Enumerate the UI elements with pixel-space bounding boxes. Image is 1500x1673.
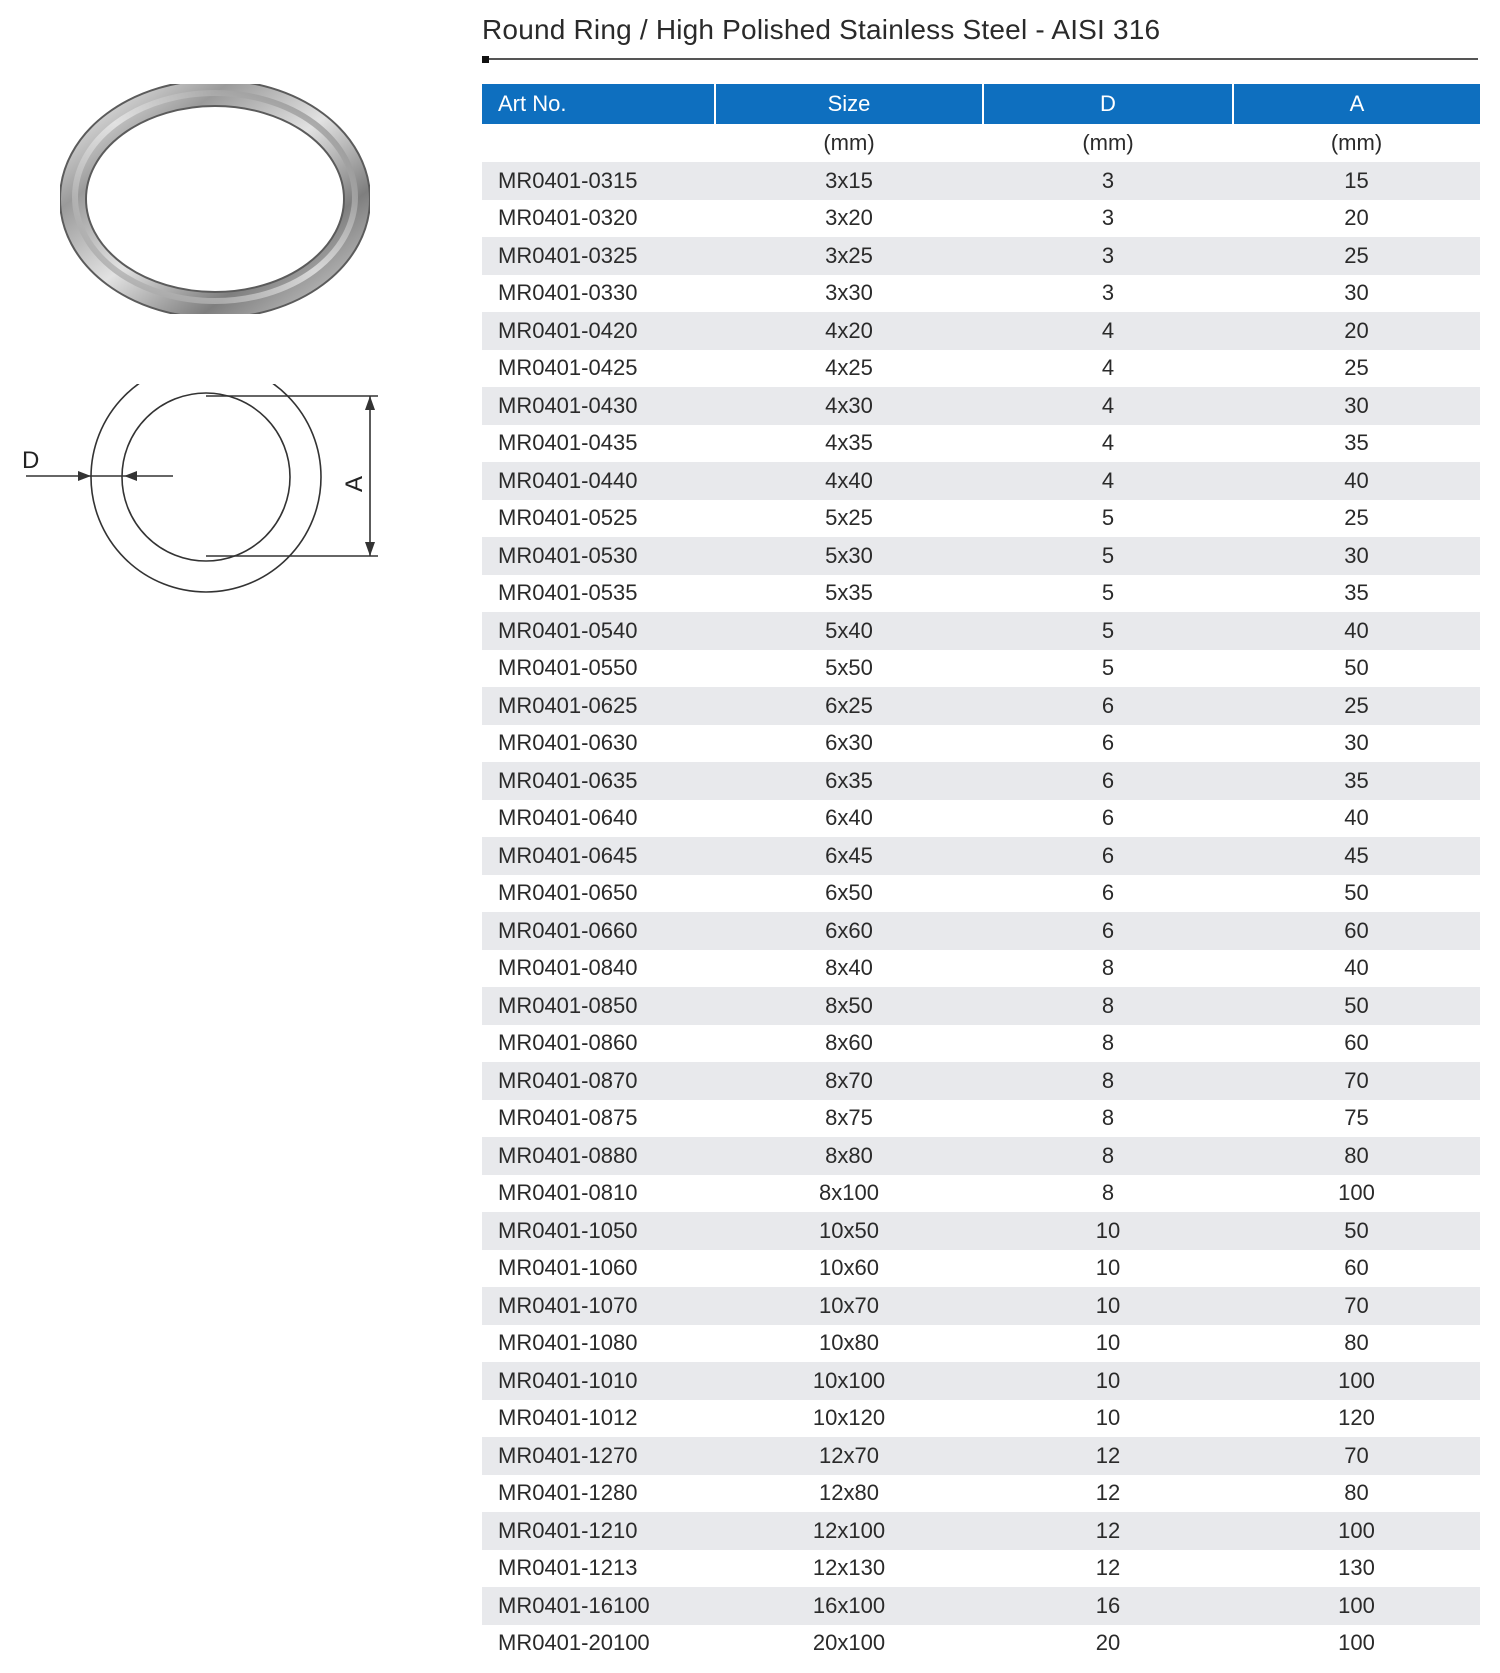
cell-a: 100 bbox=[1233, 1625, 1480, 1663]
cell-a: 130 bbox=[1233, 1550, 1480, 1588]
cell-a: 20 bbox=[1233, 312, 1480, 350]
table-row bbox=[482, 1250, 1480, 1288]
table-row bbox=[482, 875, 1480, 913]
cell-a: 80 bbox=[1233, 1137, 1480, 1175]
unit-art-no bbox=[482, 124, 715, 162]
cell-d: 8 bbox=[983, 1175, 1233, 1213]
table-row bbox=[482, 162, 1480, 200]
cell-a: 25 bbox=[1233, 350, 1480, 388]
table-row bbox=[482, 1175, 1480, 1213]
cell-size: 10x100 bbox=[715, 1362, 983, 1400]
table-row bbox=[482, 1512, 1480, 1550]
cell-art-no: MR0401-0430 bbox=[482, 387, 715, 425]
cell-size: 8x40 bbox=[715, 950, 983, 988]
cell-a: 30 bbox=[1233, 537, 1480, 575]
cell-size: 8x50 bbox=[715, 987, 983, 1025]
cell-d: 6 bbox=[983, 800, 1233, 838]
table-row bbox=[482, 912, 1480, 950]
cell-a: 60 bbox=[1233, 1250, 1480, 1288]
cell-size: 8x70 bbox=[715, 1062, 983, 1100]
cell-size: 5x35 bbox=[715, 575, 983, 613]
cell-art-no: MR0401-1010 bbox=[482, 1362, 715, 1400]
cell-d: 10 bbox=[983, 1362, 1233, 1400]
header-art-no: Art No. bbox=[482, 84, 715, 124]
cell-size: 16x100 bbox=[715, 1587, 983, 1625]
cell-art-no: MR0401-1213 bbox=[482, 1550, 715, 1588]
cell-d: 6 bbox=[983, 725, 1233, 763]
cell-d: 8 bbox=[983, 1100, 1233, 1138]
table-header-row bbox=[482, 84, 1480, 124]
cell-d: 5 bbox=[983, 575, 1233, 613]
cell-a: 40 bbox=[1233, 950, 1480, 988]
cell-art-no: MR0401-1060 bbox=[482, 1250, 715, 1288]
cell-a: 70 bbox=[1233, 1287, 1480, 1325]
table-row bbox=[482, 800, 1480, 838]
cell-art-no: MR0401-0880 bbox=[482, 1137, 715, 1175]
cell-art-no: MR0401-16100 bbox=[482, 1587, 715, 1625]
cell-a: 100 bbox=[1233, 1175, 1480, 1213]
cell-size: 5x40 bbox=[715, 612, 983, 650]
cell-art-no: MR0401-0330 bbox=[482, 275, 715, 313]
cell-a: 35 bbox=[1233, 575, 1480, 613]
cell-a: 100 bbox=[1233, 1512, 1480, 1550]
cell-size: 6x25 bbox=[715, 687, 983, 725]
cell-d: 10 bbox=[983, 1212, 1233, 1250]
cell-a: 40 bbox=[1233, 800, 1480, 838]
cell-size: 4x25 bbox=[715, 350, 983, 388]
cell-a: 100 bbox=[1233, 1587, 1480, 1625]
cell-a: 45 bbox=[1233, 837, 1480, 875]
table-row bbox=[482, 1325, 1480, 1363]
cell-a: 40 bbox=[1233, 612, 1480, 650]
table-row bbox=[482, 312, 1480, 350]
table-row bbox=[482, 1100, 1480, 1138]
unit-d: (mm) bbox=[983, 124, 1233, 162]
table-row bbox=[482, 275, 1480, 313]
unit-size: (mm) bbox=[715, 124, 983, 162]
cell-size: 5x25 bbox=[715, 500, 983, 538]
cell-art-no: MR0401-0550 bbox=[482, 650, 715, 688]
cell-size: 12x100 bbox=[715, 1512, 983, 1550]
cell-art-no: MR0401-0315 bbox=[482, 162, 715, 200]
table-row bbox=[482, 575, 1480, 613]
cell-size: 4x35 bbox=[715, 425, 983, 463]
cell-art-no: MR0401-0860 bbox=[482, 1025, 715, 1063]
table-row bbox=[482, 1025, 1480, 1063]
cell-a: 60 bbox=[1233, 1025, 1480, 1063]
cell-size: 5x50 bbox=[715, 650, 983, 688]
ring-product-photo bbox=[60, 84, 370, 314]
cell-art-no: MR0401-1080 bbox=[482, 1325, 715, 1363]
table-row bbox=[482, 1475, 1480, 1513]
cell-a: 30 bbox=[1233, 275, 1480, 313]
cell-size: 6x45 bbox=[715, 837, 983, 875]
cell-d: 16 bbox=[983, 1587, 1233, 1625]
cell-d: 6 bbox=[983, 912, 1233, 950]
cell-art-no: MR0401-1012 bbox=[482, 1400, 715, 1438]
cell-size: 6x60 bbox=[715, 912, 983, 950]
cell-a: 75 bbox=[1233, 1100, 1480, 1138]
cell-d: 8 bbox=[983, 950, 1233, 988]
title-divider bbox=[482, 58, 1478, 60]
cell-size: 10x60 bbox=[715, 1250, 983, 1288]
cell-size: 10x120 bbox=[715, 1400, 983, 1438]
cell-a: 120 bbox=[1233, 1400, 1480, 1438]
cell-d: 5 bbox=[983, 500, 1233, 538]
dimension-label-d: D bbox=[22, 447, 40, 474]
cell-size: 5x30 bbox=[715, 537, 983, 575]
cell-a: 70 bbox=[1233, 1062, 1480, 1100]
table-row bbox=[482, 200, 1480, 238]
cell-art-no: MR0401-0435 bbox=[482, 425, 715, 463]
spec-table bbox=[482, 84, 1480, 1662]
cell-d: 4 bbox=[983, 312, 1233, 350]
cell-d: 20 bbox=[983, 1625, 1233, 1663]
cell-a: 40 bbox=[1233, 462, 1480, 500]
cell-d: 10 bbox=[983, 1287, 1233, 1325]
cell-a: 70 bbox=[1233, 1437, 1480, 1475]
cell-d: 3 bbox=[983, 275, 1233, 313]
cell-size: 4x40 bbox=[715, 462, 983, 500]
cell-art-no: MR0401-1070 bbox=[482, 1287, 715, 1325]
cell-d: 10 bbox=[983, 1325, 1233, 1363]
cell-size: 12x80 bbox=[715, 1475, 983, 1513]
table-row bbox=[482, 1550, 1480, 1588]
table-row bbox=[482, 612, 1480, 650]
cell-d: 5 bbox=[983, 612, 1233, 650]
cell-a: 25 bbox=[1233, 500, 1480, 538]
table-row bbox=[482, 462, 1480, 500]
cell-a: 15 bbox=[1233, 162, 1480, 200]
cell-art-no: MR0401-0850 bbox=[482, 987, 715, 1025]
cell-a: 50 bbox=[1233, 875, 1480, 913]
cell-size: 6x35 bbox=[715, 762, 983, 800]
table-row bbox=[482, 650, 1480, 688]
cell-art-no: MR0401-1280 bbox=[482, 1475, 715, 1513]
cell-size: 10x70 bbox=[715, 1287, 983, 1325]
cell-a: 25 bbox=[1233, 237, 1480, 275]
cell-art-no: MR0401-0325 bbox=[482, 237, 715, 275]
cell-a: 35 bbox=[1233, 762, 1480, 800]
cell-a: 50 bbox=[1233, 650, 1480, 688]
table-row bbox=[482, 762, 1480, 800]
cell-size: 6x30 bbox=[715, 725, 983, 763]
table-row bbox=[482, 1287, 1480, 1325]
cell-art-no: MR0401-20100 bbox=[482, 1625, 715, 1663]
cell-art-no: MR0401-0440 bbox=[482, 462, 715, 500]
table-row bbox=[482, 1362, 1480, 1400]
cell-a: 80 bbox=[1233, 1475, 1480, 1513]
table-row bbox=[482, 500, 1480, 538]
cell-art-no: MR0401-0660 bbox=[482, 912, 715, 950]
cell-d: 4 bbox=[983, 387, 1233, 425]
cell-d: 8 bbox=[983, 1062, 1233, 1100]
cell-art-no: MR0401-0650 bbox=[482, 875, 715, 913]
cell-d: 8 bbox=[983, 1025, 1233, 1063]
cell-d: 12 bbox=[983, 1512, 1233, 1550]
cell-size: 20x100 bbox=[715, 1625, 983, 1663]
cell-size: 4x30 bbox=[715, 387, 983, 425]
cell-size: 8x100 bbox=[715, 1175, 983, 1213]
table-row bbox=[482, 350, 1480, 388]
cell-size: 6x40 bbox=[715, 800, 983, 838]
cell-art-no: MR0401-0645 bbox=[482, 837, 715, 875]
title-bullet-mark bbox=[482, 56, 489, 63]
cell-art-no: MR0401-0630 bbox=[482, 725, 715, 763]
table-row bbox=[482, 425, 1480, 463]
ring-dimension-diagram bbox=[18, 384, 388, 624]
header-a: A bbox=[1233, 84, 1480, 124]
cell-size: 3x25 bbox=[715, 237, 983, 275]
cell-d: 4 bbox=[983, 350, 1233, 388]
cell-size: 10x50 bbox=[715, 1212, 983, 1250]
table-row bbox=[482, 1587, 1480, 1625]
cell-art-no: MR0401-0870 bbox=[482, 1062, 715, 1100]
table-row bbox=[482, 1062, 1480, 1100]
cell-art-no: MR0401-0810 bbox=[482, 1175, 715, 1213]
cell-art-no: MR0401-0530 bbox=[482, 537, 715, 575]
cell-art-no: MR0401-0420 bbox=[482, 312, 715, 350]
cell-size: 4x20 bbox=[715, 312, 983, 350]
table-row bbox=[482, 950, 1480, 988]
cell-art-no: MR0401-1210 bbox=[482, 1512, 715, 1550]
cell-d: 10 bbox=[983, 1250, 1233, 1288]
cell-size: 3x30 bbox=[715, 275, 983, 313]
cell-art-no: MR0401-0840 bbox=[482, 950, 715, 988]
table-row bbox=[482, 837, 1480, 875]
cell-a: 50 bbox=[1233, 987, 1480, 1025]
table-row bbox=[482, 387, 1480, 425]
cell-a: 80 bbox=[1233, 1325, 1480, 1363]
header-size: Size bbox=[715, 84, 983, 124]
cell-art-no: MR0401-0525 bbox=[482, 500, 715, 538]
cell-size: 3x20 bbox=[715, 200, 983, 238]
cell-size: 10x80 bbox=[715, 1325, 983, 1363]
cell-d: 12 bbox=[983, 1475, 1233, 1513]
cell-size: 8x80 bbox=[715, 1137, 983, 1175]
cell-a: 20 bbox=[1233, 200, 1480, 238]
cell-a: 30 bbox=[1233, 725, 1480, 763]
cell-a: 25 bbox=[1233, 687, 1480, 725]
table-row bbox=[482, 687, 1480, 725]
table-row bbox=[482, 1625, 1480, 1663]
table-row bbox=[482, 537, 1480, 575]
cell-d: 6 bbox=[983, 762, 1233, 800]
cell-a: 30 bbox=[1233, 387, 1480, 425]
cell-art-no: MR0401-0640 bbox=[482, 800, 715, 838]
cell-a: 35 bbox=[1233, 425, 1480, 463]
inner-circle bbox=[122, 393, 290, 561]
cell-d: 3 bbox=[983, 162, 1233, 200]
cell-d: 12 bbox=[983, 1550, 1233, 1588]
cell-d: 5 bbox=[983, 537, 1233, 575]
table-row bbox=[482, 1437, 1480, 1475]
cell-size: 8x60 bbox=[715, 1025, 983, 1063]
header-d: D bbox=[983, 84, 1233, 124]
table-row bbox=[482, 1137, 1480, 1175]
cell-a: 50 bbox=[1233, 1212, 1480, 1250]
cell-a: 60 bbox=[1233, 912, 1480, 950]
cell-d: 8 bbox=[983, 1137, 1233, 1175]
cell-art-no: MR0401-0875 bbox=[482, 1100, 715, 1138]
cell-art-no: MR0401-0625 bbox=[482, 687, 715, 725]
cell-art-no: MR0401-0425 bbox=[482, 350, 715, 388]
table-row bbox=[482, 987, 1480, 1025]
cell-art-no: MR0401-1050 bbox=[482, 1212, 715, 1250]
cell-d: 6 bbox=[983, 837, 1233, 875]
unit-a: (mm) bbox=[1233, 124, 1480, 162]
cell-size: 6x50 bbox=[715, 875, 983, 913]
table-row bbox=[482, 725, 1480, 763]
cell-d: 5 bbox=[983, 650, 1233, 688]
table-row bbox=[482, 1400, 1480, 1438]
cell-art-no: MR0401-0535 bbox=[482, 575, 715, 613]
cell-d: 4 bbox=[983, 425, 1233, 463]
cell-size: 12x130 bbox=[715, 1550, 983, 1588]
cell-d: 3 bbox=[983, 200, 1233, 238]
cell-size: 8x75 bbox=[715, 1100, 983, 1138]
cell-d: 3 bbox=[983, 237, 1233, 275]
cell-d: 6 bbox=[983, 687, 1233, 725]
cell-art-no: MR0401-0540 bbox=[482, 612, 715, 650]
cell-size: 3x15 bbox=[715, 162, 983, 200]
table-row bbox=[482, 237, 1480, 275]
cell-size: 12x70 bbox=[715, 1437, 983, 1475]
cell-art-no: MR0401-1270 bbox=[482, 1437, 715, 1475]
table-row bbox=[482, 1212, 1480, 1250]
cell-d: 8 bbox=[983, 987, 1233, 1025]
dimension-label-a: A bbox=[341, 475, 368, 493]
cell-art-no: MR0401-0635 bbox=[482, 762, 715, 800]
cell-art-no: MR0401-0320 bbox=[482, 200, 715, 238]
cell-a: 100 bbox=[1233, 1362, 1480, 1400]
page-title: Round Ring / High Polished Stainless Steel - AISI 316 bbox=[482, 14, 1161, 45]
cell-d: 4 bbox=[983, 462, 1233, 500]
cell-d: 12 bbox=[983, 1437, 1233, 1475]
cell-d: 6 bbox=[983, 875, 1233, 913]
units-row bbox=[482, 124, 1480, 162]
cell-d: 10 bbox=[983, 1400, 1233, 1438]
